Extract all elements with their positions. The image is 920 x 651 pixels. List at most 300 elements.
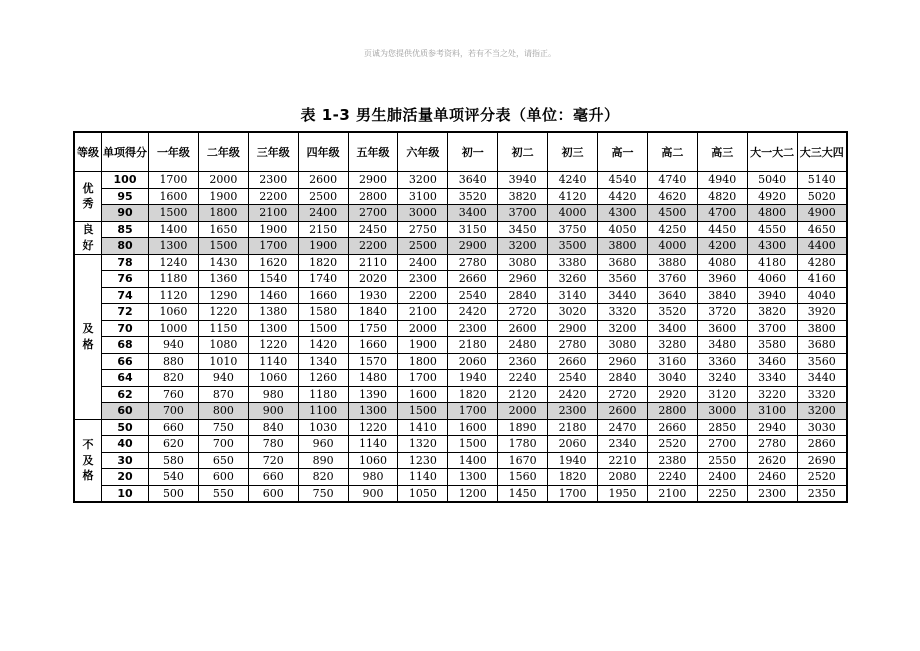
value-cell: 3640 (448, 172, 498, 189)
value-cell: 2420 (548, 386, 598, 403)
value-cell: 2080 (598, 469, 648, 486)
header-column: 初三 (548, 132, 598, 172)
value-cell: 1900 (198, 188, 248, 205)
value-cell: 1360 (198, 271, 248, 288)
value-cell: 3480 (697, 337, 747, 354)
value-cell: 780 (248, 436, 298, 453)
table-row (74, 436, 847, 453)
value-cell: 2520 (647, 436, 697, 453)
value-cell: 1400 (448, 452, 498, 469)
table-row (74, 353, 847, 370)
value-cell: 1900 (298, 238, 348, 255)
header-column: 大三大四 (797, 132, 847, 172)
value-cell: 1540 (248, 271, 298, 288)
value-cell: 1430 (198, 254, 248, 271)
header-column: 一年级 (149, 132, 199, 172)
table-row (74, 271, 847, 288)
value-cell: 2690 (797, 452, 847, 469)
value-cell: 3100 (747, 403, 797, 420)
value-cell: 1740 (298, 271, 348, 288)
value-cell: 3700 (498, 205, 548, 222)
value-cell: 3200 (498, 238, 548, 255)
header-column: 高一 (598, 132, 648, 172)
header-column: 二年级 (198, 132, 248, 172)
value-cell: 1500 (448, 436, 498, 453)
value-cell: 2720 (598, 386, 648, 403)
value-cell: 980 (348, 469, 398, 486)
value-cell: 1890 (498, 419, 548, 436)
table-row (74, 370, 847, 387)
score-cell: 95 (102, 188, 149, 205)
value-cell: 1400 (149, 221, 199, 238)
value-cell: 3940 (498, 172, 548, 189)
value-cell: 660 (248, 469, 298, 486)
header-column: 初一 (448, 132, 498, 172)
value-cell: 3240 (697, 370, 747, 387)
score-cell: 64 (102, 370, 149, 387)
value-cell: 2470 (598, 419, 648, 436)
header-column: 四年级 (298, 132, 348, 172)
value-cell: 2780 (548, 337, 598, 354)
value-cell: 2020 (348, 271, 398, 288)
value-cell: 4540 (598, 172, 648, 189)
value-cell: 4920 (747, 188, 797, 205)
value-cell: 1220 (198, 304, 248, 321)
value-cell: 800 (198, 403, 248, 420)
value-cell: 4300 (598, 205, 648, 222)
value-cell: 2380 (647, 452, 697, 469)
value-cell: 2300 (548, 403, 598, 420)
value-cell: 3960 (697, 271, 747, 288)
value-cell: 4900 (797, 205, 847, 222)
value-cell: 2500 (398, 238, 448, 255)
value-cell: 4300 (747, 238, 797, 255)
value-cell: 3700 (747, 320, 797, 337)
value-cell: 1300 (248, 320, 298, 337)
value-cell: 2450 (348, 221, 398, 238)
header-column: 初二 (498, 132, 548, 172)
value-cell: 2700 (348, 205, 398, 222)
value-cell: 3200 (598, 320, 648, 337)
value-cell: 2350 (797, 485, 847, 502)
value-cell: 1180 (149, 271, 199, 288)
value-cell: 1060 (348, 452, 398, 469)
score-cell: 85 (102, 221, 149, 238)
value-cell: 2750 (398, 221, 448, 238)
value-cell: 3920 (797, 304, 847, 321)
value-cell: 2660 (647, 419, 697, 436)
value-cell: 1000 (149, 320, 199, 337)
value-cell: 3880 (647, 254, 697, 271)
table-row (74, 386, 847, 403)
value-cell: 1570 (348, 353, 398, 370)
value-cell: 940 (198, 370, 248, 387)
value-cell: 1500 (298, 320, 348, 337)
value-cell: 2600 (598, 403, 648, 420)
value-cell: 1500 (198, 238, 248, 255)
value-cell: 1600 (398, 386, 448, 403)
value-cell: 3160 (647, 353, 697, 370)
value-cell: 2200 (348, 238, 398, 255)
value-cell: 1080 (198, 337, 248, 354)
value-cell: 1240 (149, 254, 199, 271)
value-cell: 650 (198, 452, 248, 469)
table-body (74, 172, 847, 503)
table-header-row (74, 132, 847, 172)
value-cell: 750 (198, 419, 248, 436)
value-cell: 1930 (348, 287, 398, 304)
value-cell: 2300 (248, 172, 298, 189)
value-cell: 3260 (548, 271, 598, 288)
value-cell: 3640 (647, 287, 697, 304)
value-cell: 3320 (598, 304, 648, 321)
value-cell: 4800 (747, 205, 797, 222)
value-cell: 2800 (348, 188, 398, 205)
value-cell: 4000 (548, 205, 598, 222)
value-cell: 1750 (348, 320, 398, 337)
value-cell: 4700 (697, 205, 747, 222)
value-cell: 1820 (448, 386, 498, 403)
value-cell: 3140 (548, 287, 598, 304)
table-row (74, 287, 847, 304)
value-cell: 1010 (198, 353, 248, 370)
value-cell: 1500 (149, 205, 199, 222)
value-cell: 660 (149, 419, 199, 436)
value-cell: 3340 (747, 370, 797, 387)
value-cell: 1200 (448, 485, 498, 502)
table-row (74, 172, 847, 189)
value-cell: 2600 (498, 320, 548, 337)
score-cell: 10 (102, 485, 149, 502)
table-row (74, 419, 847, 436)
value-cell: 1300 (149, 238, 199, 255)
value-cell: 3820 (747, 304, 797, 321)
value-cell: 1030 (298, 419, 348, 436)
value-cell: 3450 (498, 221, 548, 238)
value-cell: 2620 (747, 452, 797, 469)
value-cell: 1060 (248, 370, 298, 387)
value-cell: 1060 (149, 304, 199, 321)
value-cell: 820 (149, 370, 199, 387)
score-cell: 76 (102, 271, 149, 288)
value-cell: 3560 (797, 353, 847, 370)
value-cell: 4040 (797, 287, 847, 304)
value-cell: 2400 (298, 205, 348, 222)
value-cell: 550 (198, 485, 248, 502)
value-cell: 3120 (697, 386, 747, 403)
score-cell: 30 (102, 452, 149, 469)
value-cell: 3220 (747, 386, 797, 403)
value-cell: 3520 (647, 304, 697, 321)
value-cell: 2520 (797, 469, 847, 486)
value-cell: 4160 (797, 271, 847, 288)
value-cell: 1700 (548, 485, 598, 502)
value-cell: 1460 (248, 287, 298, 304)
value-cell: 1220 (248, 337, 298, 354)
value-cell: 2000 (498, 403, 548, 420)
table-row (74, 320, 847, 337)
value-cell: 1700 (398, 370, 448, 387)
value-cell: 2940 (747, 419, 797, 436)
value-cell: 2500 (298, 188, 348, 205)
table-row (74, 452, 847, 469)
value-cell: 5040 (747, 172, 797, 189)
score-cell: 80 (102, 238, 149, 255)
value-cell: 2800 (647, 403, 697, 420)
value-cell: 2900 (348, 172, 398, 189)
value-cell: 1600 (149, 188, 199, 205)
header-column: 五年级 (348, 132, 398, 172)
table-row (74, 485, 847, 502)
table-title: 表 1-3 男生肺活量单项评分表（单位：毫升） (300, 106, 620, 124)
grade-cell: 优 秀 (74, 172, 102, 222)
value-cell: 4120 (548, 188, 598, 205)
value-cell: 1940 (548, 452, 598, 469)
value-cell: 3200 (797, 403, 847, 420)
value-cell: 1600 (448, 419, 498, 436)
value-cell: 2250 (697, 485, 747, 502)
value-cell: 3440 (797, 370, 847, 387)
value-cell: 1800 (398, 353, 448, 370)
value-cell: 960 (298, 436, 348, 453)
value-cell: 2860 (797, 436, 847, 453)
grade-cell: 及 格 (74, 254, 102, 419)
score-cell: 68 (102, 337, 149, 354)
value-cell: 2480 (498, 337, 548, 354)
value-cell: 3080 (598, 337, 648, 354)
value-cell: 3080 (498, 254, 548, 271)
value-cell: 3520 (448, 188, 498, 205)
value-cell: 1320 (398, 436, 448, 453)
value-cell: 4050 (598, 221, 648, 238)
value-cell: 1480 (348, 370, 398, 387)
header-column: 高二 (647, 132, 697, 172)
grade-cell: 不 及 格 (74, 419, 102, 502)
value-cell: 1700 (248, 238, 298, 255)
value-cell: 3020 (548, 304, 598, 321)
value-cell: 2150 (298, 221, 348, 238)
value-cell: 940 (149, 337, 199, 354)
value-cell: 1340 (298, 353, 348, 370)
header-column: 大一大二 (747, 132, 797, 172)
value-cell: 4280 (797, 254, 847, 271)
value-cell: 2360 (498, 353, 548, 370)
value-cell: 4740 (647, 172, 697, 189)
value-cell: 2300 (398, 271, 448, 288)
value-cell: 3600 (697, 320, 747, 337)
value-cell: 1580 (298, 304, 348, 321)
value-cell: 2900 (448, 238, 498, 255)
value-cell: 3100 (398, 188, 448, 205)
value-cell: 2200 (398, 287, 448, 304)
value-cell: 1700 (149, 172, 199, 189)
value-cell: 3360 (697, 353, 747, 370)
vital-capacity-score-table (73, 131, 848, 503)
value-cell: 1900 (248, 221, 298, 238)
value-cell: 2600 (298, 172, 348, 189)
value-cell: 600 (198, 469, 248, 486)
value-cell: 3000 (697, 403, 747, 420)
value-cell: 2000 (398, 320, 448, 337)
value-cell: 1840 (348, 304, 398, 321)
value-cell: 3720 (697, 304, 747, 321)
header-score: 单项得分 (102, 132, 149, 172)
value-cell: 1660 (348, 337, 398, 354)
value-cell: 3760 (647, 271, 697, 288)
value-cell: 2960 (498, 271, 548, 288)
value-cell: 2120 (498, 386, 548, 403)
value-cell: 1940 (448, 370, 498, 387)
value-cell: 1390 (348, 386, 398, 403)
score-cell: 70 (102, 320, 149, 337)
value-cell: 750 (298, 485, 348, 502)
score-cell: 50 (102, 419, 149, 436)
value-cell: 1140 (248, 353, 298, 370)
value-cell: 4420 (598, 188, 648, 205)
value-cell: 580 (149, 452, 199, 469)
value-cell: 2240 (647, 469, 697, 486)
score-cell: 62 (102, 386, 149, 403)
value-cell: 870 (198, 386, 248, 403)
value-cell: 3400 (647, 320, 697, 337)
value-cell: 540 (149, 469, 199, 486)
value-cell: 980 (248, 386, 298, 403)
value-cell: 2540 (548, 370, 598, 387)
table-row (74, 254, 847, 271)
value-cell: 2240 (498, 370, 548, 387)
value-cell: 3150 (448, 221, 498, 238)
value-cell: 2920 (647, 386, 697, 403)
value-cell: 1820 (298, 254, 348, 271)
value-cell: 2180 (448, 337, 498, 354)
value-cell: 2340 (598, 436, 648, 453)
value-cell: 4240 (548, 172, 598, 189)
value-cell: 1700 (448, 403, 498, 420)
value-cell: 2060 (548, 436, 598, 453)
value-cell: 890 (298, 452, 348, 469)
value-cell: 4650 (797, 221, 847, 238)
value-cell: 1820 (548, 469, 598, 486)
value-cell: 2840 (598, 370, 648, 387)
value-cell: 1300 (448, 469, 498, 486)
value-cell: 3380 (548, 254, 598, 271)
value-cell: 4500 (647, 205, 697, 222)
table-row (74, 304, 847, 321)
value-cell: 620 (149, 436, 199, 453)
value-cell: 700 (149, 403, 199, 420)
value-cell: 500 (149, 485, 199, 502)
value-cell: 4060 (747, 271, 797, 288)
value-cell: 720 (248, 452, 298, 469)
value-cell: 1420 (298, 337, 348, 354)
value-cell: 1120 (149, 287, 199, 304)
value-cell: 4820 (697, 188, 747, 205)
value-cell: 2900 (548, 320, 598, 337)
value-cell: 4450 (697, 221, 747, 238)
value-cell: 2400 (697, 469, 747, 486)
value-cell: 2700 (697, 436, 747, 453)
value-cell: 1140 (348, 436, 398, 453)
value-cell: 1230 (398, 452, 448, 469)
value-cell: 2180 (548, 419, 598, 436)
value-cell: 1660 (298, 287, 348, 304)
score-cell: 74 (102, 287, 149, 304)
value-cell: 1950 (598, 485, 648, 502)
header-column: 六年级 (398, 132, 448, 172)
value-cell: 3320 (797, 386, 847, 403)
value-cell: 3560 (598, 271, 648, 288)
score-cell: 90 (102, 205, 149, 222)
value-cell: 2720 (498, 304, 548, 321)
score-cell: 40 (102, 436, 149, 453)
value-cell: 2100 (647, 485, 697, 502)
value-cell: 1620 (248, 254, 298, 271)
value-cell: 2060 (448, 353, 498, 370)
value-cell: 700 (198, 436, 248, 453)
value-cell: 2960 (598, 353, 648, 370)
value-cell: 1500 (398, 403, 448, 420)
table-row (74, 221, 847, 238)
value-cell: 3820 (498, 188, 548, 205)
value-cell: 3680 (598, 254, 648, 271)
value-cell: 3500 (548, 238, 598, 255)
score-cell: 72 (102, 304, 149, 321)
score-cell: 20 (102, 469, 149, 486)
value-cell: 2840 (498, 287, 548, 304)
value-cell: 4940 (697, 172, 747, 189)
value-cell: 600 (248, 485, 298, 502)
value-cell: 820 (298, 469, 348, 486)
grade-cell: 良 好 (74, 221, 102, 254)
value-cell: 3580 (747, 337, 797, 354)
value-cell: 1150 (198, 320, 248, 337)
value-cell: 900 (348, 485, 398, 502)
value-cell: 1900 (398, 337, 448, 354)
header-column: 三年级 (248, 132, 298, 172)
value-cell: 3040 (647, 370, 697, 387)
value-cell: 1220 (348, 419, 398, 436)
value-cell: 3030 (797, 419, 847, 436)
value-cell: 3280 (647, 337, 697, 354)
value-cell: 4400 (797, 238, 847, 255)
value-cell: 3940 (747, 287, 797, 304)
table-row (74, 238, 847, 255)
value-cell: 2460 (747, 469, 797, 486)
score-cell: 60 (102, 403, 149, 420)
value-cell: 2100 (398, 304, 448, 321)
value-cell: 2660 (548, 353, 598, 370)
table-row (74, 403, 847, 420)
value-cell: 2100 (248, 205, 298, 222)
value-cell: 1450 (498, 485, 548, 502)
value-cell: 2850 (697, 419, 747, 436)
value-cell: 4620 (647, 188, 697, 205)
value-cell: 3800 (797, 320, 847, 337)
value-cell: 2210 (598, 452, 648, 469)
value-cell: 2110 (348, 254, 398, 271)
value-cell: 1560 (498, 469, 548, 486)
value-cell: 3400 (448, 205, 498, 222)
score-cell: 100 (102, 172, 149, 189)
value-cell: 3000 (398, 205, 448, 222)
value-cell: 4080 (697, 254, 747, 271)
value-cell: 4200 (697, 238, 747, 255)
value-cell: 2400 (398, 254, 448, 271)
value-cell: 1650 (198, 221, 248, 238)
value-cell: 2540 (448, 287, 498, 304)
header-grade: 等级 (74, 132, 102, 172)
value-cell: 1800 (198, 205, 248, 222)
